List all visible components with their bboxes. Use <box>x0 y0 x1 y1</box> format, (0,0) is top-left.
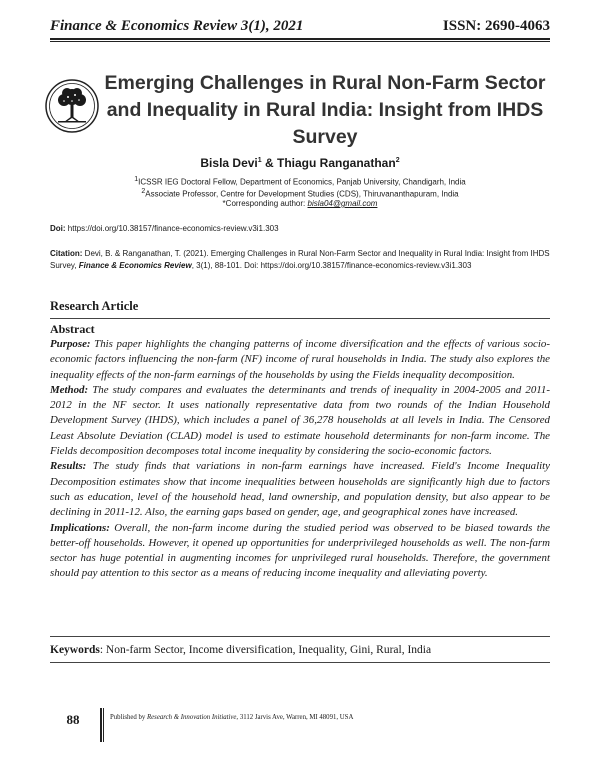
abstract-implications <box>50 521 550 582</box>
page-number: 88 <box>66 712 80 727</box>
article-type: Research Article <box>50 299 139 313</box>
abstract-heading: Abstract <box>50 322 95 336</box>
affiliation-marker: 1 <box>257 157 262 164</box>
affiliation-marker: 2 <box>141 188 146 195</box>
section-divider <box>50 662 550 663</box>
keywords-label: Keywords <box>50 644 100 656</box>
published-by: Published by <box>110 714 148 721</box>
paper-title: Emerging Challenges in Rural Non-Farm Sector and Inequality in Rural India: Insight from IHDS Survey <box>104 72 546 148</box>
section-divider <box>50 636 550 637</box>
keywords-line <box>50 644 550 656</box>
purpose-text: This paper highlights the changing patterns of income diversification and the effects of various socio-economic factors influencing the non-farm (NF) income of rural households in India. The study also explores the inequality effects of the non-farm earnings of the households by using the Fields inequality decomposition. <box>50 338 550 381</box>
citation-block <box>50 248 550 271</box>
header-divider-thin <box>50 41 550 42</box>
affiliation-text: Associate Professor, Centre for Development Studies (CDS), Thiruvananthapuram, India <box>145 189 459 199</box>
doi-line <box>50 224 550 233</box>
affiliation-marker: 1 <box>134 176 139 183</box>
corresponding-author <box>50 198 550 209</box>
footer-divider-thin <box>103 708 104 742</box>
citation-text: Devi, B. & Ranganathan, T. (2021). Emerging Challenges in Rural Non-Farm Sector and Inequality in Rural India: Insight from IHDS Survey, <box>50 249 550 270</box>
abstract-purpose <box>50 337 550 383</box>
implications-text: Overall, the non-farm income during the studied period was observed to be biased towards the better-off households. However, it opened up opportunities for underprivileged households as well. The non-farm sector has huge potential in augmenting incomes for unprivileged rural households. Therefore, the government should pay attention to this sector as a means of reducing income inequality and alleviating poverty. <box>50 521 550 580</box>
author-line <box>50 156 550 170</box>
issn: ISSN: 2690-4063 <box>442 18 550 34</box>
citation-journal: Finance & Economics Review <box>78 260 192 270</box>
tree-logo-icon <box>44 78 100 134</box>
results-text: The study finds that variations in non-farm earnings have increased. Field's Income Inequality Decomposition estimates show that income inequalities between households are significantly high due to factors such as education, level of the household head, land ownership, and population density, but also appear to be declining in 2011-12. Also, the earning gaps based on gender, age, and geographical zones have increased. <box>50 460 550 519</box>
implications-label: Implications: <box>50 521 110 534</box>
abstract-body <box>50 337 550 582</box>
footer-divider <box>100 708 102 742</box>
citation-label: Citation: <box>50 249 83 258</box>
citation-text-end: , 3(1), 88-101. Doi: https://doi.org/10.38157/finance-economics-review.v3i1.303 <box>191 260 472 270</box>
doi-link[interactable]: https://doi.org/10.38157/finance-economics-review.v3i1.303 <box>65 224 279 233</box>
header-divider <box>50 38 550 40</box>
author-connector: & <box>261 156 278 170</box>
purpose-label: Purpose: <box>50 338 91 350</box>
affiliation-marker: 2 <box>395 157 400 164</box>
publisher-name: Research & Innovation Initiative <box>147 714 237 721</box>
author-name: Bisla Devi <box>200 156 258 170</box>
email-link[interactable]: bisla04@gmail.com <box>307 199 378 208</box>
journal-name: Finance & Economics Review 3(1), 2021 <box>50 18 304 34</box>
doi-label: Doi: <box>50 224 66 233</box>
keywords-text: : Non-farm Sector, Income diversification, Inequality, Gini, Rural, India <box>99 644 432 656</box>
journal-header <box>50 18 550 40</box>
abstract-method <box>50 383 550 459</box>
section-divider <box>50 318 550 319</box>
abstract-results <box>50 459 550 520</box>
affiliation-text: ICSSR IEG Doctoral Fellow, Department of Economics, Panjab University, Chandigarh, India <box>138 177 466 187</box>
corresponding-label: *Corresponding author: <box>222 199 308 208</box>
publisher-address: , 3112 Jarvis Ave, Warren, MI 48091, USA <box>236 714 354 721</box>
publisher-line <box>110 714 353 721</box>
author-name: Thiagu Ranganathan <box>277 156 396 170</box>
method-label: Method: <box>50 383 89 396</box>
results-label: Results: <box>50 460 87 473</box>
page-footer <box>50 708 550 748</box>
method-text: The study compares and evaluates the determinants and trends of inequality in 2004-2005 and 2011-2012 in the NF sector. It uses nationally representative data from two rounds of the Indian Household Development Survey (IHDS), which includes a panel of 36,278 households at all levels in India. The Censored Least Absolute Deviation (CLAD) model is used to estimate household determinants for non-farm income. The Fields decomposition decomposes total income inequality by considering the socio-economic factors. <box>50 383 550 458</box>
